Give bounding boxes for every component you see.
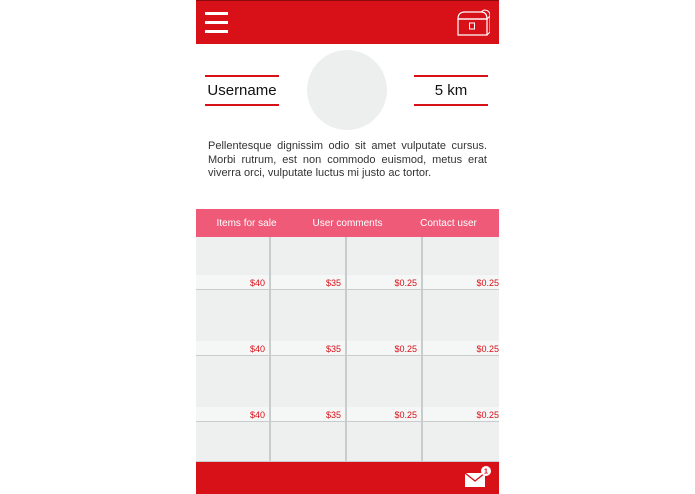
item-price: $40: [249, 344, 265, 354]
notification-count: 1: [483, 466, 489, 476]
item-tile[interactable]: [347, 290, 423, 356]
item-tile[interactable]: [423, 422, 499, 462]
top-bar: [196, 0, 499, 44]
item-price: $0.25: [394, 278, 417, 288]
item-tile[interactable]: [347, 422, 423, 462]
item-price: $0.25: [476, 410, 499, 420]
bottom-bar: [196, 462, 499, 494]
item-tile[interactable]: [271, 356, 347, 422]
item-tile[interactable]: [271, 237, 347, 290]
item-tile[interactable]: [347, 237, 423, 290]
item-tile[interactable]: [423, 237, 499, 290]
item-price: $35: [325, 410, 341, 420]
username-label: Username: [205, 75, 279, 106]
item-tile[interactable]: [196, 422, 271, 462]
app-screen: [196, 0, 499, 494]
hamburger-menu-icon[interactable]: [205, 12, 228, 34]
profile-tabs: [196, 209, 499, 237]
item-tile[interactable]: [196, 290, 271, 356]
item-price: $0.25: [394, 344, 417, 354]
item-tile[interactable]: [347, 356, 423, 422]
item-tile[interactable]: [271, 290, 347, 356]
avatar[interactable]: [307, 50, 387, 130]
distance-label: 5 km: [414, 75, 488, 106]
profile-header: [196, 44, 499, 144]
item-tile[interactable]: [196, 356, 271, 422]
item-tile[interactable]: [423, 290, 499, 356]
item-price: $35: [325, 278, 341, 288]
item-price: $0.25: [476, 344, 499, 354]
treasure-chest-icon[interactable]: [454, 8, 490, 38]
item-tile[interactable]: [423, 356, 499, 422]
item-price: $40: [249, 410, 265, 420]
user-bio: Pellentesque dignissim odio sit amet vulputate cursus. Morbi rutrum, est non commodo euismod, metus erat viverra orci, vulputate luctus mi justo ac tortor.: [208, 140, 487, 180]
mail-icon[interactable]: [464, 465, 492, 489]
item-price: $35: [325, 344, 341, 354]
item-tile[interactable]: [196, 237, 271, 290]
tab-items-for-sale[interactable]: Items for sale: [216, 217, 277, 229]
items-grid: [196, 237, 499, 462]
item-price: $0.25: [394, 410, 417, 420]
item-price: $0.25: [476, 278, 499, 288]
tab-user-comments[interactable]: User comments: [312, 217, 383, 229]
item-tile[interactable]: [271, 422, 347, 462]
tab-contact-user[interactable]: Contact user: [420, 217, 477, 229]
item-price: $40: [249, 278, 265, 288]
